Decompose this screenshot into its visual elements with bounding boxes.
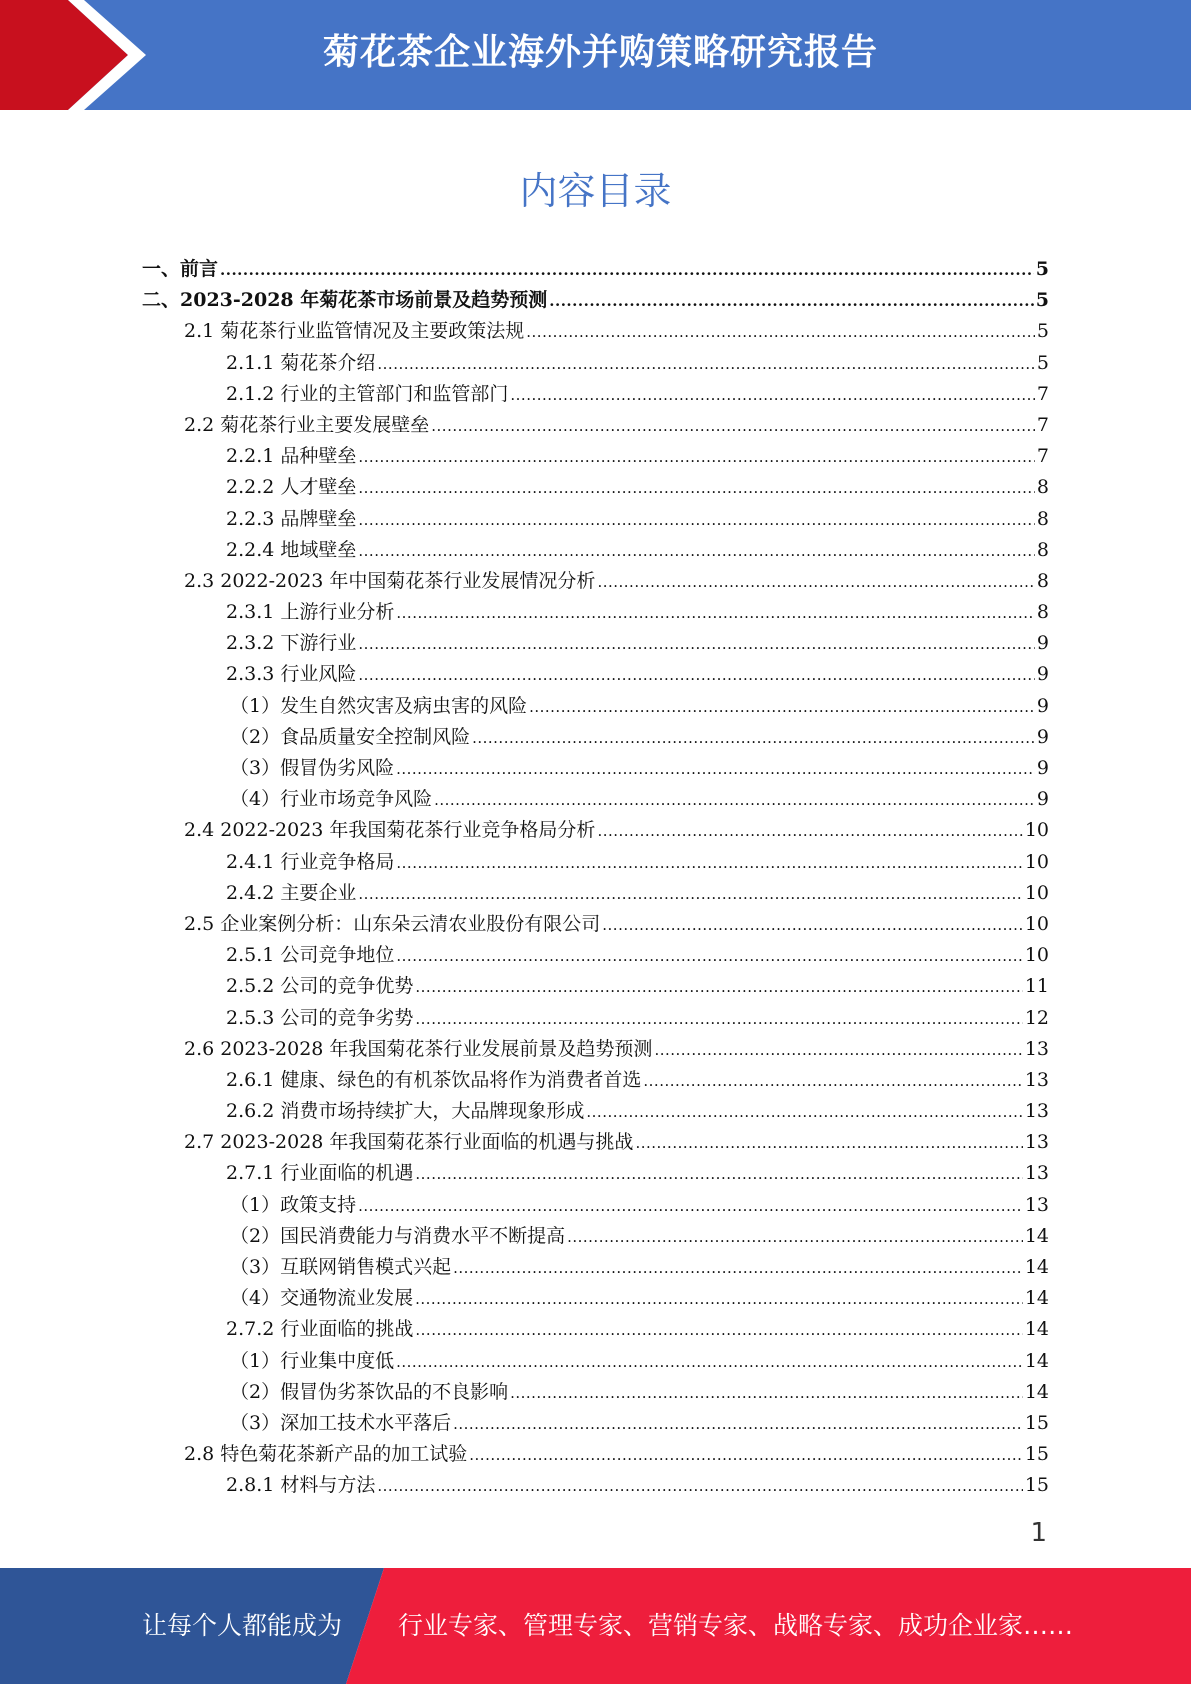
toc-dot-leader bbox=[358, 542, 1035, 560]
toc-entry-page: 15 bbox=[1024, 1443, 1049, 1466]
toc-entry-label: （1）发生自然灾害及病虫害的风险 bbox=[230, 694, 528, 717]
toc-entry-page: 9 bbox=[1036, 663, 1049, 686]
toc-entry-label: 2.6 2023-2028 年我国菊花茶行业发展前景及趋势预测 bbox=[184, 1037, 653, 1060]
toc-dot-leader bbox=[529, 698, 1035, 716]
toc-dot-leader bbox=[396, 854, 1022, 872]
toc-entry-label: 2.2.1 品种壁垒 bbox=[226, 445, 357, 468]
toc-dot-leader bbox=[415, 1010, 1022, 1028]
page-number: 1 bbox=[1030, 1518, 1047, 1548]
toc-entry[interactable] bbox=[142, 628, 1049, 659]
toc-entry[interactable] bbox=[142, 878, 1049, 909]
toc-entry[interactable] bbox=[142, 1158, 1049, 1189]
toc-dot-leader bbox=[643, 1072, 1022, 1090]
toc-dot-leader bbox=[469, 1446, 1023, 1464]
toc-entry-page: 9 bbox=[1036, 788, 1049, 811]
toc-entry-label: 一、前言 bbox=[142, 258, 219, 280]
toc-entry-label: 2.5 企业案例分析：山东朵云清农业股份有限公司 bbox=[184, 912, 601, 935]
toc-entry-label: （1）行业集中度低 bbox=[230, 1349, 395, 1372]
toc-dot-leader bbox=[415, 1290, 1023, 1308]
toc-entry[interactable] bbox=[142, 316, 1049, 347]
toc-entry[interactable] bbox=[142, 691, 1049, 722]
toc-entry[interactable] bbox=[142, 909, 1049, 940]
table-of-contents bbox=[142, 254, 1049, 1502]
toc-dot-leader bbox=[597, 822, 1022, 840]
toc-entry-page: 7 bbox=[1036, 382, 1049, 405]
toc-dot-leader bbox=[453, 1415, 1023, 1433]
toc-dot-leader bbox=[567, 1228, 1023, 1246]
toc-entry-page: 13 bbox=[1024, 1193, 1049, 1216]
toc-entry-page: 14 bbox=[1024, 1318, 1049, 1341]
toc-dot-leader bbox=[377, 1477, 1022, 1495]
toc-entry[interactable] bbox=[142, 1408, 1049, 1439]
toc-dot-leader bbox=[220, 261, 1034, 279]
toc-title: 内容目录 bbox=[519, 169, 672, 213]
toc-entry-page: 10 bbox=[1024, 850, 1049, 873]
toc-entry-page: 10 bbox=[1024, 819, 1049, 842]
toc-entry-page: 5 bbox=[1036, 351, 1049, 374]
toc-entry-label: （2）假冒伪劣茶饮品的不良影响 bbox=[230, 1380, 509, 1403]
toc-entry[interactable] bbox=[142, 379, 1049, 410]
report-header bbox=[0, 0, 1191, 110]
toc-entry[interactable] bbox=[142, 504, 1049, 535]
toc-entry-label: （2）食品质量安全控制风险 bbox=[230, 725, 471, 748]
toc-entry[interactable] bbox=[142, 1190, 1049, 1221]
footer-slogan-left: 让每个人都能成为 bbox=[142, 1611, 343, 1640]
toc-entry-page: 10 bbox=[1024, 944, 1049, 967]
toc-dot-leader bbox=[434, 791, 1035, 809]
footer-banner bbox=[0, 1568, 1191, 1684]
toc-dot-leader bbox=[358, 666, 1035, 684]
toc-dot-leader bbox=[396, 760, 1035, 778]
toc-entry-label: （4）行业市场竞争风险 bbox=[230, 788, 433, 811]
toc-entry[interactable] bbox=[142, 784, 1049, 815]
toc-entry[interactable] bbox=[142, 1377, 1049, 1408]
toc-entry[interactable] bbox=[142, 1221, 1049, 1252]
toc-entry-page: 11 bbox=[1024, 975, 1049, 998]
toc-entry-page: 10 bbox=[1024, 912, 1049, 935]
toc-entry-page: 8 bbox=[1036, 507, 1049, 530]
toc-entry-page: 9 bbox=[1036, 725, 1049, 748]
toc-entry-page: 14 bbox=[1024, 1349, 1049, 1372]
toc-entry-label: 2.7 2023-2028 年我国菊花茶行业面临的机遇与挑战 bbox=[184, 1131, 634, 1154]
toc-dot-leader bbox=[396, 604, 1035, 622]
toc-dot-leader bbox=[654, 1041, 1022, 1059]
toc-entry[interactable] bbox=[142, 1470, 1049, 1501]
footer-slogan-right: 行业专家、管理专家、营销专家、战略专家、成功企业家…… bbox=[398, 1611, 1074, 1640]
toc-dot-leader bbox=[431, 417, 1035, 435]
toc-entry[interactable] bbox=[142, 815, 1049, 846]
toc-entry[interactable] bbox=[142, 1034, 1049, 1065]
toc-dot-leader bbox=[472, 729, 1035, 747]
toc-entry-label: 2.3 2022-2023 年中国菊花茶行业发展情况分析 bbox=[184, 569, 596, 592]
toc-entry-page: 13 bbox=[1024, 1037, 1049, 1060]
toc-entry-label: 2.2 菊花茶行业主要发展壁垒 bbox=[184, 413, 430, 436]
toc-entry-page: 13 bbox=[1024, 1068, 1049, 1091]
toc-entry[interactable] bbox=[142, 566, 1049, 597]
toc-entry-label: 2.1.2 行业的主管部门和监管部门 bbox=[226, 382, 509, 405]
toc-entry-label: 2.4.2 主要企业 bbox=[226, 881, 357, 904]
toc-entry[interactable] bbox=[142, 535, 1049, 566]
toc-entry-page: 9 bbox=[1036, 757, 1049, 779]
toc-dot-leader bbox=[635, 1134, 1022, 1152]
toc-entry-page: 14 bbox=[1024, 1256, 1049, 1278]
toc-entry[interactable] bbox=[142, 1252, 1049, 1283]
toc-entry[interactable] bbox=[142, 722, 1049, 753]
toc-dot-leader bbox=[549, 292, 1034, 310]
toc-entry-label: 二、2023-2028 年菊花茶市场前景及趋势预测 bbox=[142, 289, 548, 312]
toc-dot-leader bbox=[415, 1321, 1022, 1339]
toc-entry-label: 2.5.1 公司竞争地位 bbox=[226, 944, 395, 967]
toc-dot-leader bbox=[358, 1197, 1023, 1215]
toc-entry-page: 9 bbox=[1036, 694, 1049, 717]
toc-entry-label: （3）深加工技术水平落后 bbox=[230, 1411, 452, 1434]
toc-entry-label: 2.2.2 人才壁垒 bbox=[226, 476, 357, 499]
toc-entry-page: 14 bbox=[1024, 1224, 1049, 1247]
toc-entry-label: 2.2.3 品牌壁垒 bbox=[226, 507, 357, 530]
toc-dot-leader bbox=[415, 1165, 1022, 1183]
toc-entry-label: 2.7.1 行业面临的机遇 bbox=[226, 1162, 414, 1185]
toc-entry[interactable] bbox=[142, 348, 1049, 379]
toc-entry-page: 8 bbox=[1036, 476, 1049, 499]
toc-entry-label: 2.1.1 菊花茶介绍 bbox=[226, 351, 376, 374]
toc-entry[interactable] bbox=[142, 1127, 1049, 1158]
toc-entry[interactable] bbox=[142, 1439, 1049, 1470]
toc-entry-page: 8 bbox=[1036, 601, 1049, 624]
toc-entry-label: 2.6.1 健康、绿色的有机茶饮品将作为消费者首选 bbox=[226, 1068, 642, 1091]
toc-entry-label: 2.5.2 公司的竞争优势 bbox=[226, 975, 414, 998]
toc-entry[interactable] bbox=[142, 1065, 1049, 1096]
toc-dot-leader bbox=[358, 511, 1035, 529]
toc-entry-label: 2.5.3 公司的竞争劣势 bbox=[226, 1006, 414, 1029]
toc-entry[interactable] bbox=[142, 441, 1049, 472]
toc-entry-label: （1）政策支持 bbox=[230, 1193, 357, 1216]
toc-entry[interactable] bbox=[142, 940, 1049, 971]
toc-entry-page: 5 bbox=[1036, 320, 1049, 343]
toc-dot-leader bbox=[510, 1384, 1023, 1402]
toc-dot-leader bbox=[415, 978, 1022, 996]
toc-dot-leader bbox=[396, 1353, 1023, 1371]
toc-entry-page: 14 bbox=[1024, 1287, 1049, 1310]
toc-dot-leader bbox=[453, 1259, 1023, 1277]
toc-entry-page: 15 bbox=[1024, 1411, 1049, 1434]
toc-entry-label: 2.6.2 消费市场持续扩大，大品牌现象形成 bbox=[226, 1100, 585, 1123]
toc-dot-leader bbox=[358, 448, 1035, 466]
toc-dot-leader bbox=[396, 947, 1022, 965]
toc-entry-label: 2.3.1 上游行业分析 bbox=[226, 601, 395, 624]
toc-entry-page: 12 bbox=[1024, 1006, 1049, 1029]
toc-dot-leader bbox=[377, 355, 1035, 373]
toc-entry[interactable] bbox=[142, 1314, 1049, 1345]
toc-entry-page: 13 bbox=[1024, 1162, 1049, 1185]
toc-entry-page: 8 bbox=[1036, 538, 1049, 561]
toc-entry-label: （2）国民消费能力与消费水平不断提高 bbox=[230, 1224, 566, 1247]
toc-dot-leader bbox=[526, 323, 1035, 341]
toc-entry-page: 7 bbox=[1036, 413, 1049, 436]
toc-dot-leader bbox=[597, 573, 1034, 591]
toc-entry[interactable] bbox=[142, 597, 1049, 628]
toc-entry[interactable] bbox=[142, 254, 1049, 285]
toc-entry[interactable] bbox=[142, 1346, 1049, 1377]
toc-entry[interactable] bbox=[142, 410, 1049, 441]
toc-entry-page: 9 bbox=[1036, 632, 1049, 655]
toc-entry-label: 2.3.3 行业风险 bbox=[226, 663, 357, 686]
toc-entry-label: 2.1 菊花茶行业监管情况及主要政策法规 bbox=[184, 320, 525, 343]
toc-entry-page: 15 bbox=[1024, 1474, 1049, 1497]
toc-entry-label: 2.7.2 行业面临的挑战 bbox=[226, 1318, 414, 1341]
toc-dot-leader bbox=[510, 386, 1035, 404]
toc-entry-label: 2.3.2 下游行业 bbox=[226, 632, 357, 655]
toc-dot-leader bbox=[358, 479, 1035, 497]
toc-dot-leader bbox=[358, 885, 1022, 903]
report-title: 菊花茶企业海外并购策略研究报告 bbox=[322, 32, 878, 73]
toc-dot-leader bbox=[358, 635, 1035, 653]
toc-entry-label: （3）假冒伪劣风险 bbox=[230, 757, 395, 779]
toc-entry-label: 2.4 2022-2023 年我国菊花茶行业竞争格局分析 bbox=[184, 819, 596, 842]
toc-dot-leader bbox=[602, 916, 1023, 934]
toc-entry-label: （3）互联网销售模式兴起 bbox=[230, 1256, 452, 1278]
toc-entry[interactable] bbox=[142, 285, 1049, 316]
toc-entry-page: 5 bbox=[1035, 289, 1049, 312]
toc-entry[interactable] bbox=[142, 1096, 1049, 1127]
toc-dot-leader bbox=[586, 1103, 1022, 1121]
toc-entry-label: （4）交通物流业发展 bbox=[230, 1287, 414, 1310]
toc-entry-page: 14 bbox=[1024, 1380, 1049, 1403]
toc-entry-label: 2.4.1 行业竞争格局 bbox=[226, 850, 395, 873]
toc-entry-page: 7 bbox=[1036, 445, 1049, 468]
toc-entry[interactable] bbox=[142, 971, 1049, 1002]
toc-entry-page: 13 bbox=[1024, 1131, 1049, 1154]
toc-entry-page: 5 bbox=[1035, 258, 1049, 280]
toc-entry-page: 8 bbox=[1036, 569, 1049, 592]
toc-entry-page: 13 bbox=[1024, 1100, 1049, 1123]
toc-entry-label: 2.2.4 地域壁垒 bbox=[226, 538, 357, 561]
toc-entry-page: 10 bbox=[1024, 881, 1049, 904]
toc-entry-label: 2.8 特色菊花茶新产品的加工试验 bbox=[184, 1443, 468, 1466]
toc-entry-label: 2.8.1 材料与方法 bbox=[226, 1474, 376, 1497]
toc-entry[interactable] bbox=[142, 472, 1049, 503]
toc-entry[interactable] bbox=[142, 847, 1049, 878]
toc-entry[interactable] bbox=[142, 1283, 1049, 1314]
toc-entry[interactable] bbox=[142, 659, 1049, 690]
toc-entry[interactable] bbox=[142, 753, 1049, 784]
toc-entry[interactable] bbox=[142, 1003, 1049, 1034]
